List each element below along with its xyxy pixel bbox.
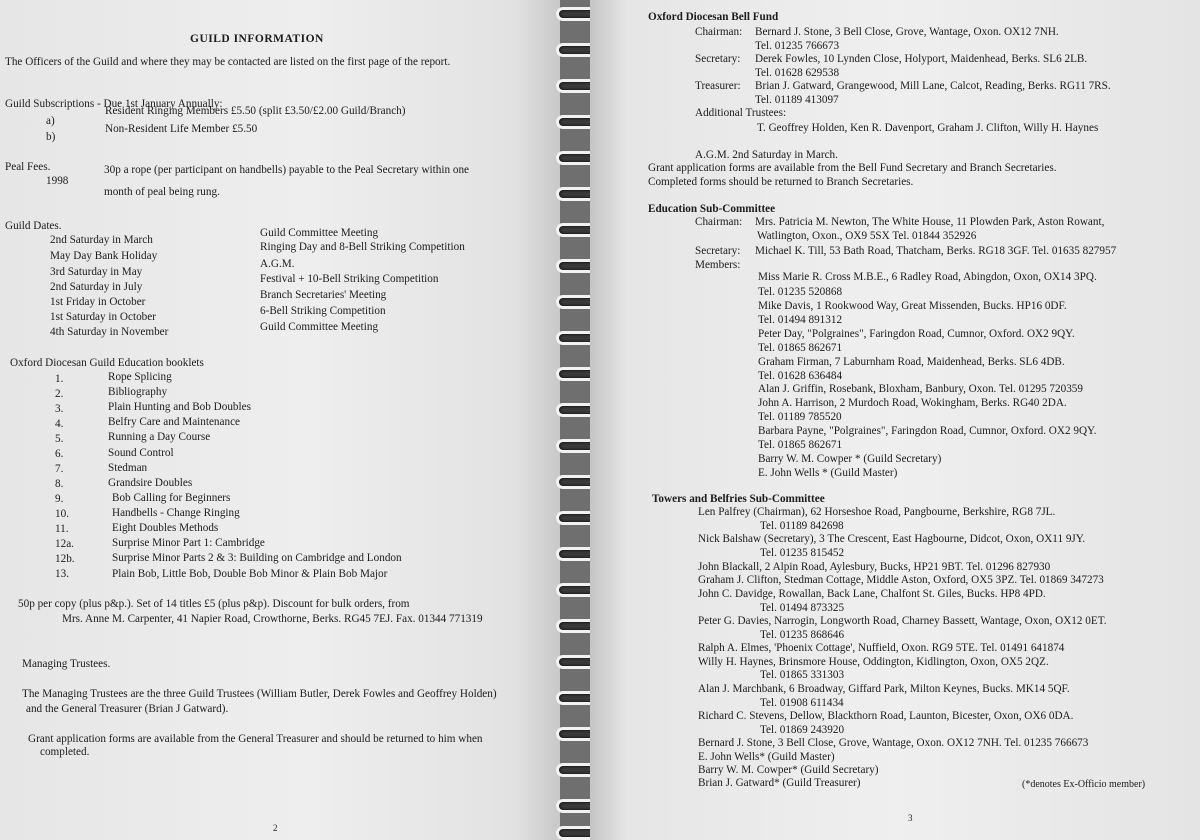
tower-member-line: Tel. 01235 868646 [760, 629, 845, 641]
grant-note: completed. [40, 746, 90, 758]
event-cell: Guild Committee Meeting [260, 227, 379, 239]
subscription-text: Non-Resident Life Member £5.50 [105, 123, 258, 135]
subscription-text: Resident Ringing Members £5.50 (split £3.50/£2.00 Guild/Branch) [105, 105, 406, 117]
booklet-title: Handbells - Change Ringing [112, 507, 240, 519]
page-number: 2 [273, 823, 278, 833]
booklet-title: Sound Control [108, 447, 174, 459]
booklet-title: Grandsire Doubles [108, 477, 193, 489]
booklet-number: 2. [55, 388, 64, 400]
event-cell: Ringing Day and 8-Bell Striking Competition [260, 241, 465, 253]
peal-fees-line: month of peal being rung. [104, 186, 220, 198]
contact-tel: Tel. 01189 413097 [755, 94, 839, 106]
grant-note: Grant application forms are available from the General Treasurer and should be returned to him when [28, 733, 483, 745]
additional-trustees-label: Additional Trustees: [695, 107, 787, 119]
booklet-number: 9. [55, 493, 64, 505]
tower-member-line: Tel. 01865 331303 [760, 669, 845, 681]
member-line: Alan J. Griffin, Rosebank, Bloxham, Banbury, Oxon. Tel. 01295 720359 [758, 383, 1083, 395]
tower-member-line: Graham J. Clifton, Stedman Cottage, Middle Aston, Oxford, OX5 3PZ. Tel. 01869 347273 [698, 574, 1104, 586]
right-page [590, 0, 1200, 840]
tower-member-line: Ralph A. Elmes, 'Phoenix Cottage', Nuffield, Oxon. RG9 5TE. Tel. 01491 641874 [698, 642, 1065, 654]
date-cell: 2nd Saturday in March [50, 234, 153, 246]
page-title: GUILD INFORMATION [190, 33, 324, 45]
booklet-title: Bob Calling for Beginners [112, 492, 231, 504]
tower-member-line: E. John Wells* (Guild Master) [698, 751, 835, 763]
member-line: Miss Marie R. Cross M.B.E., 6 Radley Road, Abingdon, Oxon, OX14 3PQ. [758, 271, 1097, 283]
contact-line: Brian J. Gatward, Grangewood, Mill Lane, Calcot, Reading, Berks. RG11 7RS. [755, 80, 1111, 92]
booklet-number: 3. [55, 403, 64, 415]
managing-trustees-heading: Managing Trustees. [22, 658, 111, 670]
contact-line: Derek Fowles, 10 Lynden Close, Holyport, Maidenhead, Berks. SL6 2LB. [755, 53, 1088, 65]
tower-member-line: Tel. 01908 611434 [760, 697, 844, 709]
contact-line: Bernard J. Stone, 3 Bell Close, Grove, Wantage, Oxon. OX12 7NH. [755, 26, 1059, 38]
date-cell: 4th Saturday in November [50, 326, 169, 338]
guild-dates-heading: Guild Dates. [5, 220, 62, 232]
booklet-title: Rope Splicing [108, 371, 172, 383]
booklet-number: 13. [55, 568, 69, 580]
booklet-title: Plain Hunting and Bob Doubles [108, 401, 251, 413]
towers-heading: Towers and Belfries Sub-Committee [652, 493, 825, 505]
booklet-title: Surprise Minor Part 1: Cambridge [112, 537, 265, 549]
booklet-number: 7. [55, 463, 64, 475]
booklets-contact-line: Mrs. Anne M. Carpenter, 41 Napier Road, Crowthorne, Berks. RG45 7EJ. Fax. 01344 771319 [62, 613, 483, 625]
booklets-heading: Oxford Diocesan Guild Education booklets [10, 357, 204, 369]
tower-member-line: Tel. 01189 842698 [760, 520, 844, 532]
additional-trustees-names: T. Geoffrey Holden, Ken R. Davenport, Graham J. Clifton, Willy H. Haynes [757, 122, 1099, 134]
event-cell: A.G.M. [260, 258, 295, 270]
date-cell: 3rd Saturday in May [50, 266, 143, 278]
tower-member-line: Nick Balshaw (Secretary), 3 The Crescent, East Hagbourne, Didcot, Oxon, OX11 9JY. [698, 533, 1086, 545]
member-line: Tel. 01494 891312 [758, 314, 843, 326]
contact-tel: Tel. 01628 629538 [755, 67, 840, 79]
managing-trustees-text: and the General Treasurer (Brian J Gatward). [26, 703, 229, 715]
booklet-title: Eight Doubles Methods [112, 522, 219, 534]
tower-member-line: Alan J. Marchbank, 6 Broadway, Giffard Park, Milton Keynes, Bucks. MK14 5QF. [698, 683, 1070, 695]
tower-member-line: Tel. 01494 873325 [760, 602, 845, 614]
tower-member-line: Richard C. Stevens, Dellow, Blackthorn Road, Launton, Bicester, Oxon, OX6 0DA. [698, 710, 1074, 722]
subscription-label: a) [46, 115, 55, 127]
page-number: 3 [908, 813, 913, 823]
contact-line: Watlington, Oxon., OX9 5SX Tel. 01844 352926 [757, 230, 977, 242]
contact-line: Michael K. Till, 53 Bath Road, Thatcham, Berks. RG18 3GF. Tel. 01635 827957 [755, 245, 1117, 257]
booklet-title: Stedman [108, 462, 148, 474]
tower-member-line: Tel. 01869 243920 [760, 724, 845, 736]
left-page [0, 0, 560, 840]
peal-fees-year: 1998 [46, 175, 69, 187]
date-cell: 1st Saturday in October [50, 311, 156, 323]
contact-line: Mrs. Patricia M. Newton, The White House, 11 Plowden Park, Aston Rowant, [755, 216, 1105, 228]
member-line: Tel. 01628 636484 [758, 370, 843, 382]
event-cell: Guild Committee Meeting [260, 321, 379, 333]
peal-fees-heading: Peal Fees. [5, 161, 51, 173]
date-cell: 1st Friday in October [50, 296, 146, 308]
booklet-number: 12b. [55, 553, 75, 565]
bell-fund-grant-note: Completed forms should be returned to Branch Secretaries. [648, 176, 914, 188]
education-heading: Education Sub-Committee [648, 203, 776, 215]
booklet-title: Belfry Care and Maintenance [108, 416, 241, 428]
booklet-number: 6. [55, 448, 64, 460]
bell-fund-heading: Oxford Diocesan Bell Fund [648, 11, 779, 23]
booklet-title: Surprise Minor Parts 2 & 3: Building on Cambridge and London [112, 552, 402, 564]
member-line: Tel. 01235 520868 [758, 286, 843, 298]
member-line: E. John Wells * (Guild Master) [758, 467, 898, 479]
member-line: Tel. 01865 862671 [758, 439, 843, 451]
booklet-number: 10. [55, 508, 69, 520]
subscription-label: b) [46, 131, 56, 143]
member-line: Graham Firman, 7 Laburnham Road, Maidenhead, Berks. SL6 4DB. [758, 356, 1065, 368]
event-cell: Branch Secretaries' Meeting [260, 289, 387, 301]
tower-member-line: Bernard J. Stone, 3 Bell Close, Grove, Wantage, Oxon. OX12 7NH. Tel. 01235 766673 [698, 737, 1089, 749]
role-label: Secretary: [695, 245, 741, 257]
tower-member-line: Barry W. M. Cowper* (Guild Secretary) [698, 764, 879, 776]
subscriptions-heading: Guild Subscriptions - Due 1st January Annually: [5, 98, 223, 110]
bell-fund-grant-note: Grant application forms are available from the Bell Fund Secretary and Branch Secretaries. [648, 162, 1057, 174]
members-label: Members: [695, 259, 741, 271]
member-line: John A. Harrison, 2 Murdoch Road, Wokingham, Berks. RG40 2DA. [758, 397, 1067, 409]
event-cell: Festival + 10-Bell Striking Competition [260, 273, 439, 285]
booklet-number: 8. [55, 478, 64, 490]
tower-member-line: Tel. 01235 815452 [760, 547, 845, 559]
date-cell: May Day Bank Holiday [50, 250, 158, 262]
role-label: Chairman: [695, 26, 743, 38]
member-line: Barbara Payne, "Polgraines", Faringdon Road, Cumnor, Oxford. OX2 9QY. [758, 425, 1097, 437]
booklet-number: 4. [55, 418, 64, 430]
booklet-number: 11. [55, 523, 69, 535]
role-label: Treasurer: [695, 80, 741, 92]
member-line: Mike Davis, 1 Rookwood Way, Great Missenden, Bucks. HP16 0DF. [758, 300, 1067, 312]
tower-member-line: Brian J. Gatward* (Guild Treasurer) [698, 777, 861, 789]
bell-fund-agm: A.G.M. 2nd Saturday in March. [695, 149, 838, 161]
tower-member-line: Len Palfrey (Chairman), 62 Horseshoe Road, Pangbourne, Berkshire, RG8 7JL. [698, 506, 1056, 518]
tower-member-line: John C. Davidge, Rowallan, Back Lane, Chalfont St. Giles, Bucks. HP8 4PD. [698, 588, 1046, 600]
managing-trustees-text: The Managing Trustees are the three Guild Trustees (William Butler, Derek Fowles and Geoffrey Holden) [22, 688, 497, 700]
event-cell: 6-Bell Striking Competition [260, 305, 386, 317]
member-line: Tel. 01189 785520 [758, 411, 842, 423]
contact-tel: Tel. 01235 766673 [755, 40, 840, 52]
role-label: Secretary: [695, 53, 741, 65]
tower-member-line: Willy H. Haynes, Brinsmore House, Oddington, Kidlington, Oxon, OX5 2QZ. [698, 656, 1049, 668]
date-cell: 2nd Saturday in July [50, 281, 143, 293]
ex-officio-footnote: (*denotes Ex-Officio member) [1022, 779, 1146, 790]
booklets-price-line: 50p per copy (plus p&p.). Set of 14 titles £5 (plus p&p). Discount for bulk orders, from [18, 598, 410, 610]
booklet-number: 5. [55, 433, 64, 445]
booklet-number: 1. [55, 373, 64, 385]
booklet-title: Running a Day Course [108, 431, 211, 443]
officers-note: The Officers of the Guild and where they may be contacted are listed on the first page of the report. [5, 56, 451, 68]
member-line: Barry W. M. Cowper * (Guild Secretary) [758, 453, 942, 465]
role-label: Chairman: [695, 216, 743, 228]
booklet-title: Bibliography [108, 386, 168, 398]
member-line: Tel. 01865 862671 [758, 342, 843, 354]
member-line: Peter Day, "Polgraines", Faringdon Road, Cumnor, Oxford. OX2 9QY. [758, 328, 1075, 340]
tower-member-line: Peter G. Davies, Narrogin, Longworth Road, Charney Bassett, Wantage, Oxon, OX12 0ET. [698, 615, 1107, 627]
tower-member-line: John Blackall, 2 Alpin Road, Aylesbury, Bucks, HP21 9BT. Tel. 01296 827930 [698, 561, 1051, 573]
peal-fees-line: 30p a rope (per participant on handbells) payable to the Peal Secretary within one [104, 164, 470, 176]
booklet-number: 12a. [55, 538, 74, 550]
booklet-title: Plain Bob, Little Bob, Double Bob Minor & Plain Bob Major [112, 568, 388, 580]
